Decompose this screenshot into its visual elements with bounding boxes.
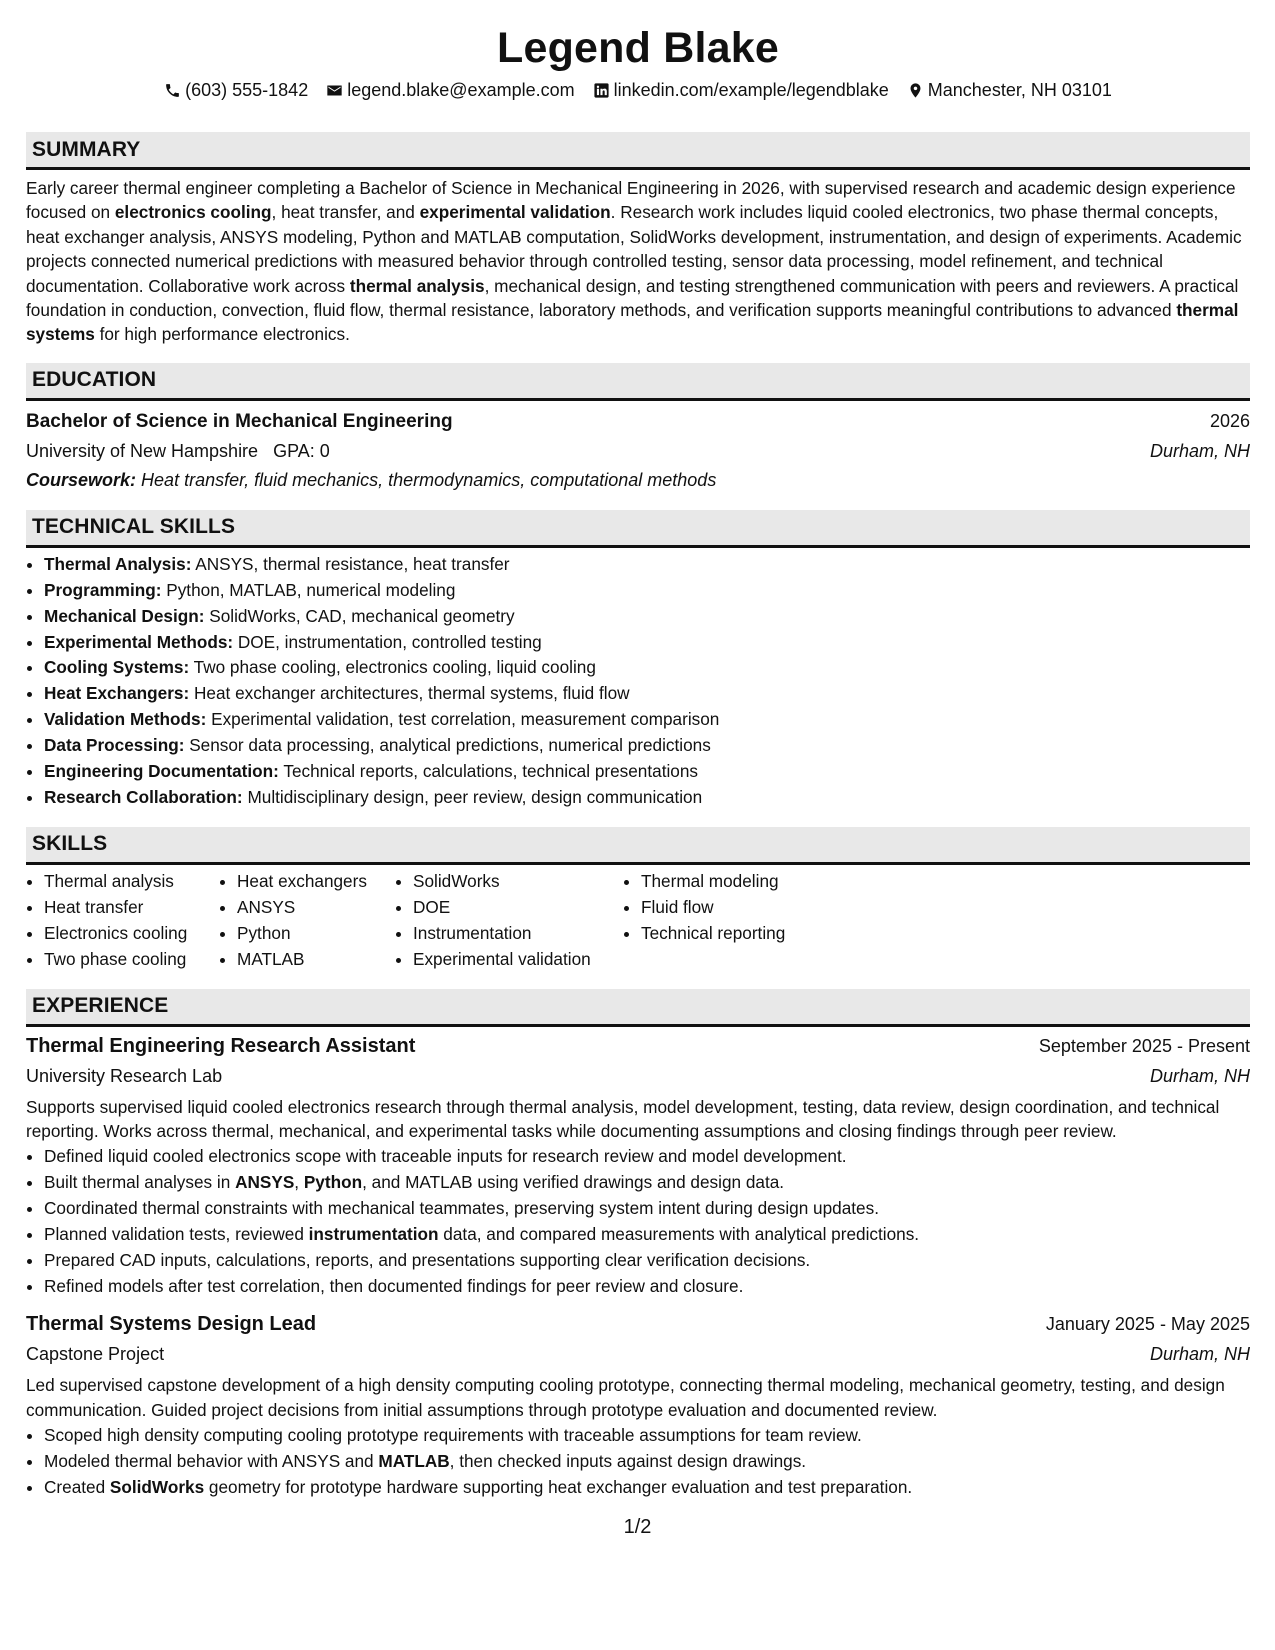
bullet-text: , then checked inputs against design drawings. — [449, 1451, 807, 1472]
bullet-text: Built thermal analyses in — [44, 1172, 236, 1193]
skill-text: Python, MATLAB, numerical modeling — [166, 579, 456, 600]
summary-text-part: , mechanical design, and testing strengthened communication with peers and reviewers. A practical foundation in conduction, convection, fluid flow, thermal resistance, laboratory methods, and verification supports meaningful contributions to advanced — [26, 275, 1239, 321]
skill-item: • MATLAB — [237, 947, 395, 973]
list-item — [44, 1273, 1250, 1299]
list-item — [44, 1221, 1250, 1247]
summary-header: SUMMARY — [26, 132, 1250, 170]
contact-bar — [26, 78, 1250, 102]
skill-item: • ANSYS — [237, 895, 395, 921]
school-info — [26, 436, 330, 466]
location-text: Manchester, NH 03101 — [927, 80, 1112, 100]
bullet-text: geometry for prototype hardware supporting heat exchanger evaluation and test preparation. — [204, 1477, 913, 1498]
school-name: University of New Hampshire — [26, 440, 259, 461]
skill-label: Research Collaboration: — [44, 787, 243, 807]
job-description: Supports supervised liquid cooled electronics research through thermal analysis, model development, testing, data review, design coordination, and technical reporting. Works across thermal, mechanical, and experimental tasks while documenting assumptions and closing findings through peer review. — [26, 1096, 1220, 1141]
summary-text-part: for high performance electronics. — [94, 324, 350, 345]
summary-text-part: . Research work includes liquid cooled electronics, two phase thermal concepts, heat exchanger analysis, ANSYS modeling, Python and MATLAB computation, SolidWorks development, instrumentation, and design of experiments. Academic projects connected numerical predictions with measured behavior through controlled testing, sensor data processing, model refinement, and technical documentation. Collaborative work across — [26, 202, 1242, 296]
candidate-name: Legend Blake — [497, 24, 779, 72]
skill-item: • SolidWorks — [413, 869, 623, 895]
job-bullets — [26, 1143, 1250, 1299]
job-dates: January 2025 - May 2025 — [1045, 1314, 1250, 1335]
bullet-text: Planned validation tests, reviewed — [44, 1224, 309, 1245]
job-bullets — [26, 1422, 1250, 1500]
summary-text — [26, 176, 1250, 347]
list-item — [44, 578, 1250, 604]
skill-text: DOE, instrumentation, controlled testing — [237, 631, 542, 652]
contact-location — [907, 78, 1112, 102]
skills-column — [623, 869, 871, 973]
bullet-text: Modeled thermal behavior with ANSYS and — [44, 1451, 379, 1472]
bullet-highlight: Python — [303, 1172, 363, 1193]
skills-grid — [26, 869, 1250, 973]
list-item — [44, 655, 1250, 681]
list-item — [44, 759, 1250, 785]
job-title-row — [26, 1309, 1250, 1339]
job-title-row — [26, 1031, 1250, 1061]
technical-skills-list — [26, 552, 1250, 811]
skill-text: Sensor data processing, analytical predictions, numerical predictions — [189, 735, 711, 756]
job-description: Led supervised capstone development of a high density computing cooling prototype, connecting thermal modeling, mechanical geometry, testing, and design communication. Guided project decisions from initial assumptions through prototype evaluation and documented review. — [26, 1375, 1225, 1420]
skills-header: SKILLS — [26, 827, 1250, 865]
bullet-text: Coordinated thermal constraints with mechanical teammates, preserving system intent during design updates. — [44, 1198, 879, 1219]
skill-item: • Python — [237, 921, 395, 947]
degree-year: 2026 — [1209, 410, 1250, 431]
skill-label: Validation Methods: — [44, 709, 207, 730]
skill-item: • DOE — [413, 895, 623, 921]
skill-text: SolidWorks, CAD, mechanical geometry — [209, 605, 515, 626]
education-header: EDUCATION — [26, 363, 1250, 401]
job-location: Durham, NH — [1149, 1344, 1250, 1365]
skill-label: Programming: — [44, 579, 162, 600]
list-item — [44, 1448, 1250, 1474]
skills-column — [219, 869, 395, 973]
bullet-highlight: SolidWorks — [109, 1477, 205, 1498]
bullet-text: Defined liquid cooled electronics scope with traceable inputs for research review and model development. — [44, 1146, 847, 1167]
bullet-text: Refined models after test correlation, then documented findings for peer review and closure. — [44, 1276, 744, 1297]
skill-text: Heat exchanger architectures, thermal systems, fluid flow — [193, 683, 630, 704]
bullet-highlight: instrumentation — [308, 1224, 439, 1245]
bullet-highlight: ANSYS — [235, 1172, 295, 1193]
summary-highlight: thermal analysis — [349, 275, 485, 296]
phone-icon — [164, 82, 181, 99]
envelope-icon — [326, 82, 343, 99]
coursework-label: Coursework: — [26, 469, 137, 490]
skill-label: Heat Exchangers: — [44, 683, 190, 704]
skill-item: • Instrumentation — [413, 921, 623, 947]
list-item — [44, 552, 1250, 578]
list-item — [44, 785, 1250, 811]
job-entry — [26, 1309, 1250, 1500]
list-item — [44, 604, 1250, 630]
list-item — [44, 1195, 1250, 1221]
job-location: Durham, NH — [1149, 1065, 1250, 1086]
job-org: University Research Lab — [26, 1065, 223, 1086]
skill-item: • Fluid flow — [641, 895, 871, 921]
education-degree-row — [26, 407, 1250, 436]
linkedin-icon — [593, 82, 610, 99]
skill-text: Multidisciplinary design, peer review, design communication — [247, 787, 703, 807]
bullet-text: Prepared CAD inputs, calculations, reports, and presentations supporting clear verification decisions. — [44, 1250, 811, 1271]
job-org: Capstone Project — [26, 1344, 165, 1365]
summary-highlight: electronics cooling — [114, 202, 272, 223]
list-item — [44, 1143, 1250, 1169]
job-org-row — [26, 1061, 1250, 1091]
skill-item: • Two phase cooling — [44, 947, 219, 973]
summary-text-part: , heat transfer, and — [271, 202, 420, 223]
skill-item: • Heat transfer — [44, 895, 219, 921]
bullet-text: , — [294, 1172, 304, 1193]
job-entry — [26, 1031, 1250, 1300]
skills-column — [26, 869, 219, 973]
list-item — [44, 1474, 1250, 1500]
coursework-line — [26, 466, 1250, 494]
list-item — [44, 1247, 1250, 1273]
contact-linkedin[interactable] — [593, 78, 889, 102]
list-item — [44, 733, 1250, 759]
bullet-text: Created — [44, 1477, 110, 1498]
job-title: Thermal Systems Design Lead — [26, 1313, 317, 1336]
page-number: 1/2 — [623, 1516, 652, 1538]
skill-text: ANSYS, thermal resistance, heat transfer — [195, 553, 510, 574]
experience-header: EXPERIENCE — [26, 989, 1250, 1027]
list-item — [44, 1422, 1250, 1448]
map-pin-icon — [907, 82, 924, 99]
job-org-row — [26, 1339, 1250, 1369]
skill-text: Two phase cooling, electronics cooling, liquid cooling — [193, 657, 596, 678]
contact-phone[interactable] — [164, 78, 308, 102]
skill-item: • Heat exchangers — [237, 869, 395, 895]
skill-item: • Thermal modeling — [641, 869, 871, 895]
bullet-text: Scoped high density computing cooling prototype requirements with traceable assumptions for team review. — [44, 1425, 862, 1446]
skill-label: Cooling Systems: — [44, 657, 190, 678]
summary-highlight: experimental validation — [419, 202, 611, 223]
coursework-text: Heat transfer, fluid mechanics, thermodynamics, computational methods — [141, 469, 717, 490]
bullet-text: , and MATLAB using verified drawings and design data. — [362, 1172, 785, 1193]
school-gpa: GPA: 0 — [273, 440, 330, 461]
skill-label: Data Processing: — [44, 735, 185, 756]
skill-label: Experimental Methods: — [44, 631, 234, 652]
linkedin-text: linkedin.com/example/legendblake — [613, 80, 889, 100]
contact-email[interactable] — [326, 78, 574, 102]
summary-highlight: thermal systems — [26, 300, 1239, 345]
technical-skills-header: TECHNICAL SKILLS — [26, 510, 1250, 548]
job-title: Thermal Engineering Research Assistant — [26, 1034, 416, 1057]
email-text: legend.blake@example.com — [347, 80, 575, 100]
skill-label: Engineering Documentation: — [44, 761, 279, 782]
skill-label: Thermal Analysis: — [44, 553, 192, 574]
job-dates: September 2025 - Present — [1038, 1035, 1250, 1056]
skills-column — [395, 869, 623, 973]
list-item — [44, 630, 1250, 656]
bullet-text: data, and compared measurements with analytical predictions. — [438, 1224, 920, 1245]
education-school-row — [26, 436, 1250, 466]
skill-item: • Electronics cooling — [44, 921, 219, 947]
summary-text-part: Early career thermal engineer completing a Bachelor of Science in Mechanical Engineering in 2026, with supervised research and academic design experience focused on — [26, 178, 1236, 223]
skill-item: • Technical reporting — [641, 921, 871, 947]
bullet-highlight: MATLAB — [378, 1451, 450, 1472]
skill-text: Technical reports, calculations, technical presentations — [283, 761, 699, 782]
list-item — [44, 707, 1250, 733]
skill-item: • Experimental validation — [413, 947, 623, 973]
skill-item: • Thermal analysis — [44, 869, 219, 895]
school-location: Durham, NH — [1149, 440, 1250, 461]
degree-name: Bachelor of Science in Mechanical Engineering — [26, 410, 453, 432]
resume-page — [26, 18, 1250, 1500]
skill-label: Mechanical Design: — [44, 605, 205, 626]
list-item — [44, 681, 1250, 707]
phone-text: (603) 555-1842 — [185, 80, 309, 100]
skill-text: Experimental validation, test correlation, measurement comparison — [211, 709, 720, 730]
list-item — [44, 1169, 1250, 1195]
